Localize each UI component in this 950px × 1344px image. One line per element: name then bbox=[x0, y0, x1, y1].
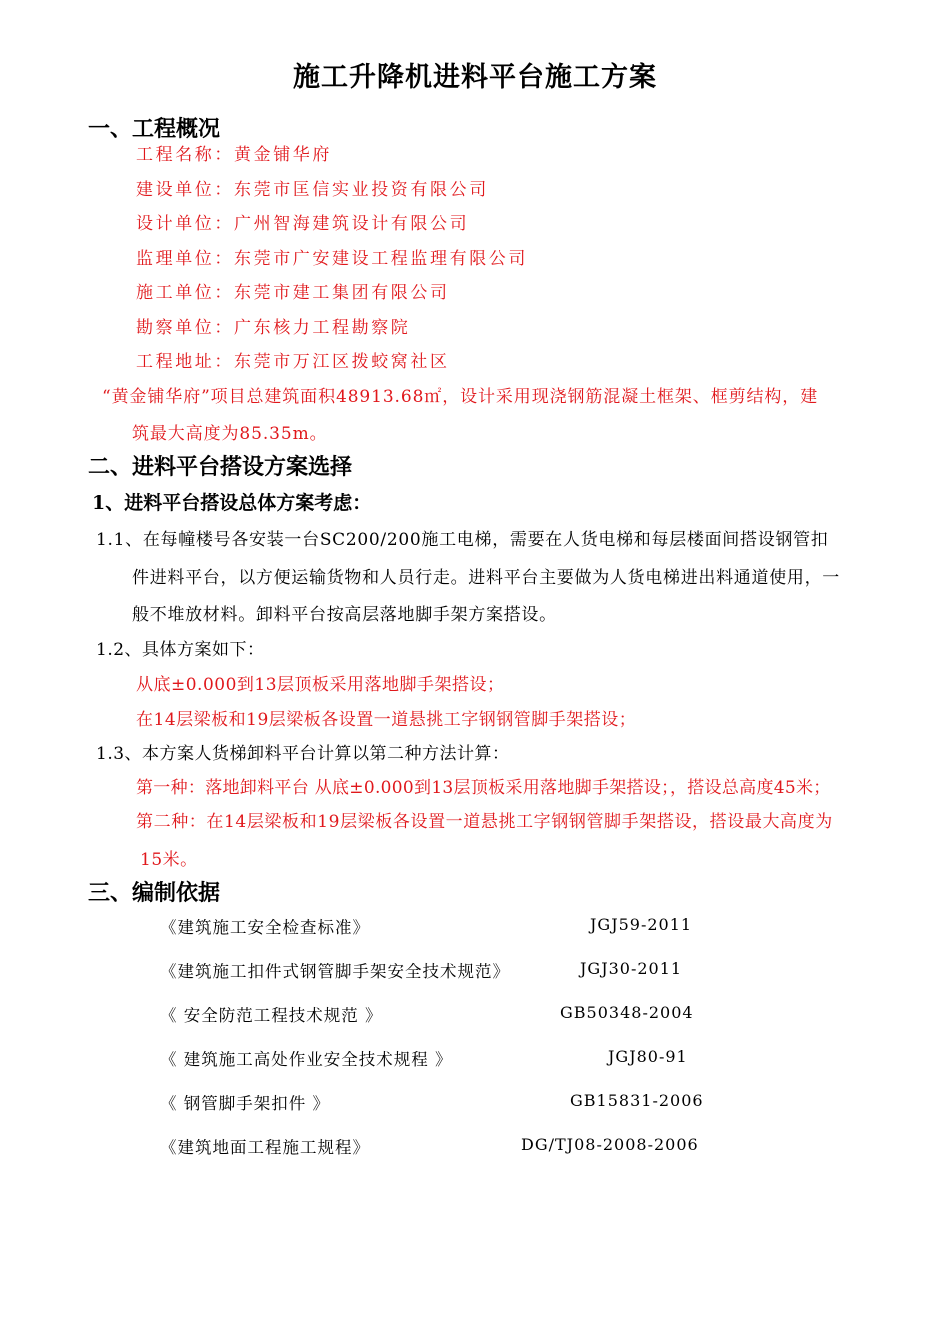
summary-line-1: “黄金铺华府”项目总建筑面积48913.68㎡，设计采用现浇钢筋混凝土框架、框剪结构，建 bbox=[102, 387, 819, 407]
section2-subheading: 1、进料平台搭设总体方案考虑： bbox=[92, 492, 372, 514]
reference-code: JGJ30-2011 bbox=[580, 959, 683, 978]
reference-name: 《 安全防范工程技术规范 》 bbox=[160, 1006, 383, 1025]
reference-name: 《建筑施工安全检查标准》 bbox=[160, 918, 370, 937]
design-unit: 设计单位：广州智海建筑设计有限公司 bbox=[136, 214, 470, 234]
reference-code: GB50348-2004 bbox=[560, 1003, 694, 1022]
reference-code: JGJ59-2011 bbox=[590, 915, 693, 934]
survey-unit: 勘察单位：广东核力工程勘察院 bbox=[136, 318, 411, 338]
plan-item-a: 从底±0.000到13层顶板采用落地脚手架搭设； bbox=[136, 675, 505, 695]
reference-name: 《 钢管脚手架扣件 》 bbox=[160, 1094, 330, 1113]
reference-code: DG/TJ08-2008-2006 bbox=[521, 1135, 699, 1154]
paragraph-1-3: 1.3、本方案人货梯卸料平台计算以第二种方法计算： bbox=[96, 744, 510, 764]
section2-heading: 二、进料平台搭设方案选择 bbox=[88, 454, 353, 480]
paragraph-1-1-line-1: 1.1、在每幢楼号各安装一台SC200/200施工电梯，需要在人货电梯和每层楼面间搭设钢管扣 bbox=[96, 530, 829, 550]
paragraph-1-2: 1.2、具体方案如下： bbox=[96, 640, 265, 660]
project-name: 工程名称：黄金铺华府 bbox=[136, 145, 332, 165]
section1-heading: 一、工程概况 bbox=[88, 116, 221, 142]
reference-name: 《建筑地面工程施工规程》 bbox=[160, 1138, 370, 1157]
paragraph-1-1-line-2: 件进料平台，以方便运输货物和人员行走。进料平台主要做为人货电梯进出料通道使用，一 bbox=[132, 568, 840, 588]
reference-code: JGJ80-91 bbox=[608, 1047, 688, 1066]
paragraph-1-1-line-3: 般不堆放材料。卸料平台按高层落地脚手架方案搭设。 bbox=[132, 605, 557, 625]
summary-line-2: 筑最大高度为85.35m。 bbox=[132, 424, 328, 444]
reference-name: 《 建筑施工高处作业安全技术规程 》 bbox=[160, 1050, 453, 1069]
construction-unit: 建设单位：东莞市匡信实业投资有限公司 bbox=[136, 180, 489, 200]
document-title: 施工升降机进料平台施工方案 bbox=[293, 62, 657, 93]
method-two-line-1: 第二种：在14层梁板和19层梁板各设置一道悬挑工字钢钢管脚手架搭设，搭设最大高度为 bbox=[136, 812, 833, 832]
method-one: 第一种：落地卸料平台 从底±0.000到13层顶板采用落地脚手架搭设；，搭设总高度45米； bbox=[136, 778, 831, 798]
contractor-unit: 施工单位：东莞市建工集团有限公司 bbox=[136, 283, 450, 303]
supervision-unit: 监理单位：东莞市广安建设工程监理有限公司 bbox=[136, 249, 528, 269]
method-two-line-2: 15米。 bbox=[140, 850, 198, 870]
reference-name: 《建筑施工扣件式钢管脚手架安全技术规范》 bbox=[160, 962, 510, 981]
section3-heading: 三、编制依据 bbox=[88, 880, 221, 906]
plan-item-b: 在14层梁板和19层梁板各设置一道悬挑工字钢钢管脚手架搭设； bbox=[136, 710, 637, 730]
reference-code: GB15831-2006 bbox=[570, 1091, 704, 1110]
project-address: 工程地址：东莞市万江区拨蛟窝社区 bbox=[136, 352, 450, 372]
